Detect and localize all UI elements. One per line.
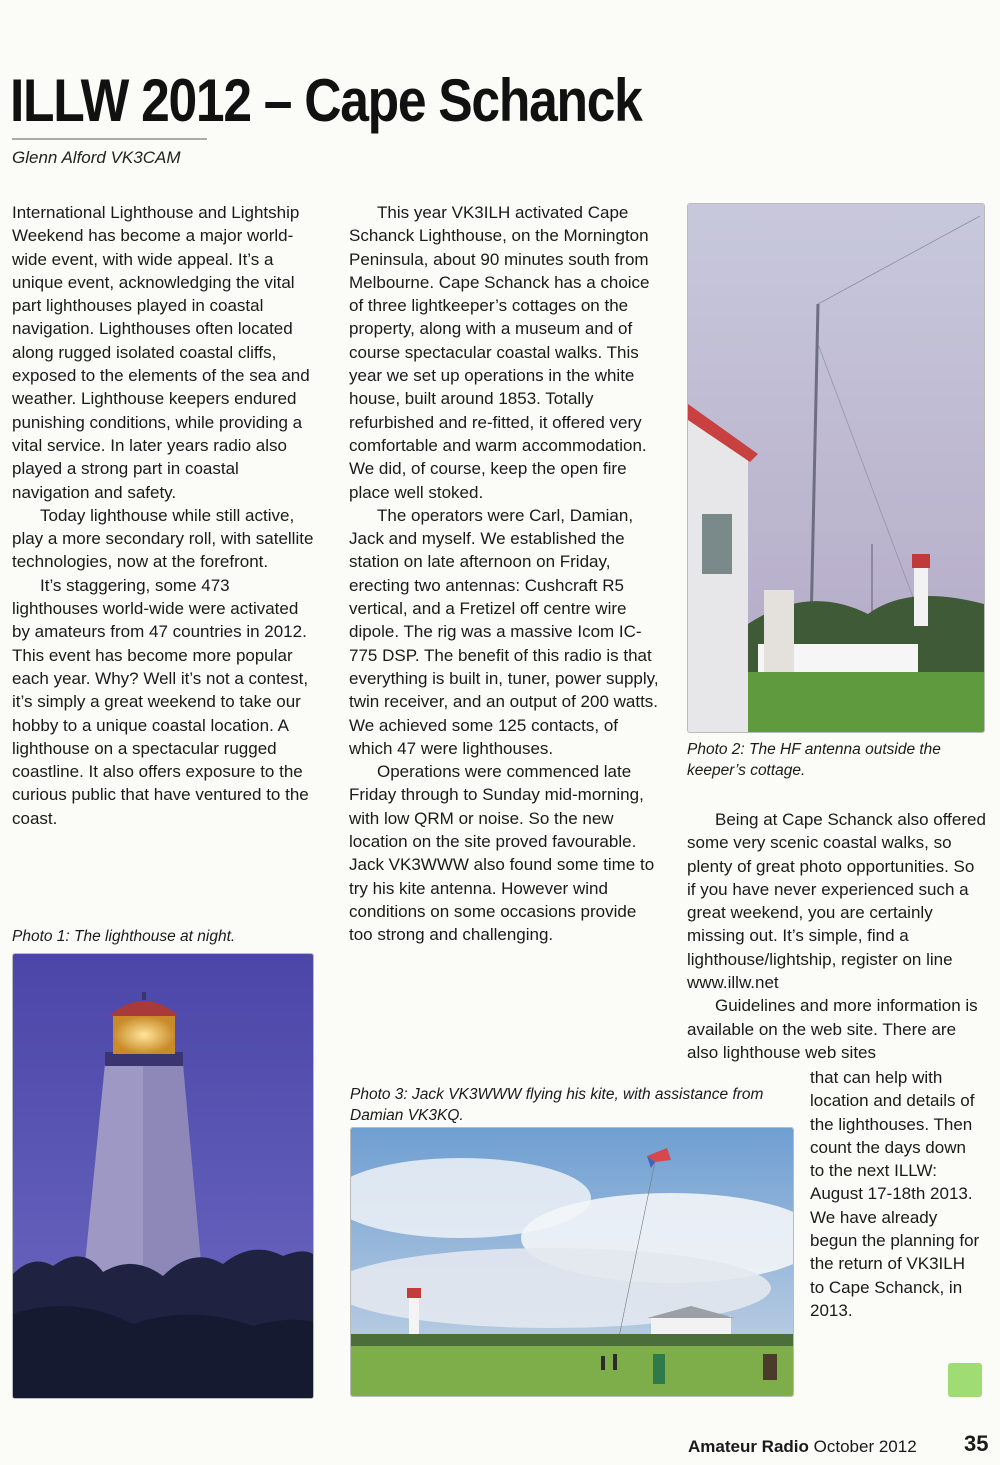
paragraph: Guidelines and more information is available on the web site. There are also lighthouse web sites: [687, 996, 978, 1062]
photo-2-hf-antenna: [687, 203, 985, 733]
paragraph: Being at Cape Schanck also offered some very scenic coastal walks, so plenty of great photo opportunities. So if you have never experienced such a great weekend, you are certainly missing out. It’s simple, find a lighthouse/lightship, register on line www.illw.net: [687, 810, 986, 993]
photo-3-caption: Photo 3: Jack VK3WWW flying his kite, with assistance from Damian VK3KQ.: [350, 1086, 764, 1124]
photo-3-kite-flying: [350, 1127, 794, 1397]
paragraph: The operators were Carl, Damian, Jack and myself. We established the station on late afternoon on Friday, erecting two antennas: Cushcraft R5 vertical, and a Fretizel off centre wire dipole. The rig was a massive Icom IC-775 DSP. The benefit of this radio is that everything is built in, tuner, power supply, twin receiver, and an output of 200 watts. We achieved some 125 contacts, of which 47 were lighthouses.: [349, 505, 659, 758]
column-3-continuation: [810, 1066, 980, 1322]
article-title: ILLW 2012 – Cape Schanck: [10, 67, 642, 134]
paragraph: It’s staggering, some 473 lighthouses world-wide were activated by amateurs from 47 countries in 2012. This event has become more popular each year. Why? Well it’s not a contest, it’s simply a great weekend to take our hobby to a unique coastal location. A lighthouse on a spectacular rugged coastline. It also offers exposure to the curious public that have ventured to the coast.: [12, 575, 309, 828]
column-1-text: [12, 201, 320, 830]
column-2-text: [349, 201, 659, 947]
column-3-text: [687, 808, 987, 1064]
paragraph: Operations were commenced late Friday through to Sunday mid-morning, with low QRM or noise. So the new location on the site proved favourable. Jack VK3WWW also found some time to try his kite antenna. However wind conditions on some occasions provide too strong and challenging.: [349, 762, 655, 945]
photo-2-caption: Photo 2: The HF antenna outside the keeper’s cottage.: [687, 741, 941, 779]
magazine-logo: [948, 1363, 982, 1397]
paragraph: This year VK3ILH activated Cape Schanck Lighthouse, on the Mornington Peninsula, about 90 minutes south from Melbourne. Cape Schanck has a choice of three lightkeeper’s cottages on the property, along with a museum and of course spectacular coastal walks. This year we set up operations in the white house, built around 1853. Totally refurbished and re-fitted, it offered very comfortable and warm accommodation. We did, of course, keep the open fire place well stoked.: [349, 203, 650, 502]
photo-1-caption: Photo 1: The lighthouse at night.: [12, 928, 236, 945]
page-number: 35: [964, 1431, 989, 1456]
paragraph: that can help with location and details of the lighthouses. Then count the days down to the next ILLW: August 17-18th 2013. We have already begun the planning for the return of VK3ILH to Cape Schanck, in 2013.: [810, 1068, 980, 1320]
paragraph: Today lighthouse while still active, play a more secondary roll, with satellite technologies, now at the forefront.: [12, 505, 314, 572]
magazine-name: Amateur Radio: [688, 1437, 809, 1456]
author-byline: Glenn Alford VK3CAM: [12, 148, 181, 167]
photo-1-lighthouse-night: [12, 953, 314, 1399]
issue-date: October 2012: [813, 1437, 917, 1456]
paragraph: International Lighthouse and Lightship Weekend has become a major world-wide event, with wide appeal. It’s a unique event, acknowledging the vital part lighthouses played in coastal navigation. Lighthouses often located along rugged isolated coastal cliffs, exposed to the elements of the sea and weather. Lighthouse keepers endured punishing conditions, while providing a vital service. In later years radio also played a strong part in coastal navigation and safety.: [12, 203, 310, 502]
title-divider: [12, 138, 207, 140]
page-footer: [688, 1431, 989, 1459]
